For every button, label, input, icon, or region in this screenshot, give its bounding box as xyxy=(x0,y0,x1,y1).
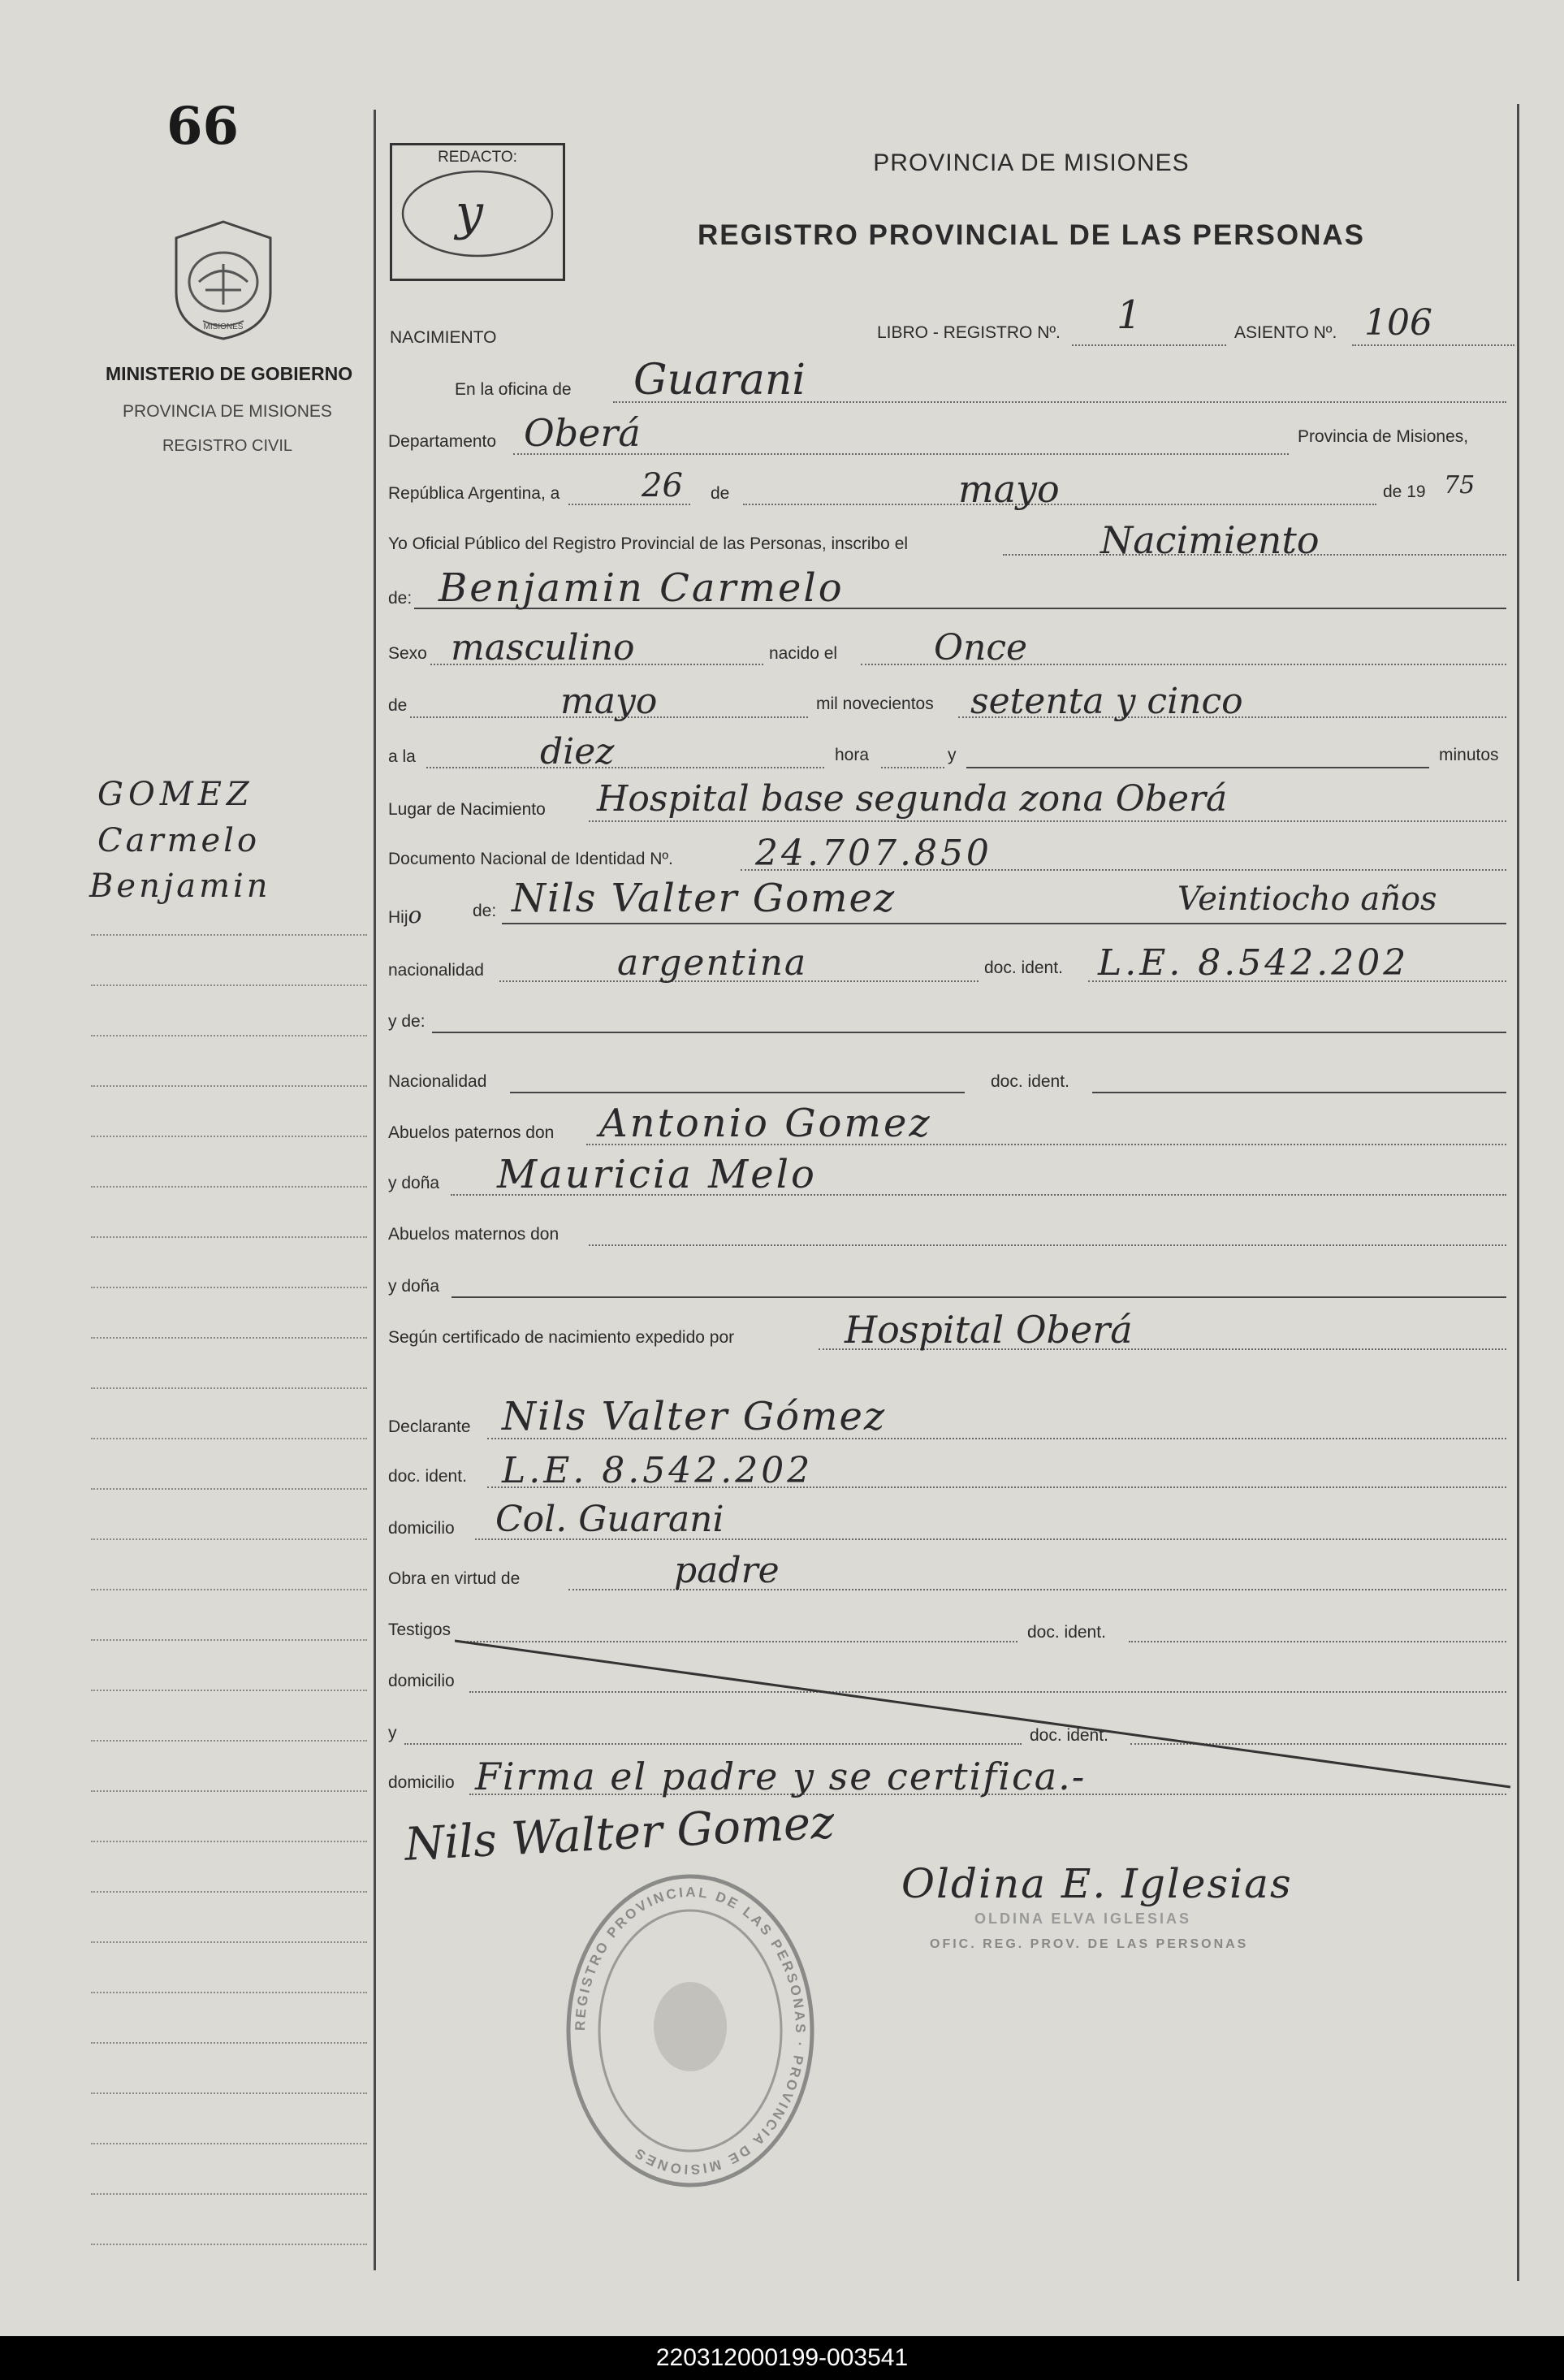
mil-value: setenta y cinco xyxy=(970,681,1243,722)
test-doc2-label: doc. ident. xyxy=(1030,1726,1108,1745)
certificado-label: Según certificado de nacimiento expedido por xyxy=(388,1328,735,1347)
seal-text: MISIONES xyxy=(203,322,244,331)
asiento-line xyxy=(1352,344,1514,346)
father-value: Nils Valter Gomez xyxy=(512,876,896,921)
registry-round-stamp xyxy=(560,1860,820,2201)
ala-label: a la xyxy=(388,747,416,766)
test-dom-label: domicilio xyxy=(388,1672,455,1690)
declarante-value: Nils Valter Gómez xyxy=(502,1394,887,1439)
name-value: Benjamin Carmelo xyxy=(439,565,845,611)
abuelo-mat-line xyxy=(589,1244,1506,1246)
margin-ruled-line xyxy=(91,1740,367,1742)
margin-ruled-line xyxy=(91,1186,367,1188)
margin-ruled-line xyxy=(91,2143,367,2144)
margin-ruled-line xyxy=(91,934,367,936)
domicilio-value: Col. Guarani xyxy=(495,1499,724,1540)
name-label: de: xyxy=(388,589,413,608)
obra-label: Obra en virtud de xyxy=(388,1569,521,1588)
mother-nacionalidad-line xyxy=(510,1092,965,1093)
hijo-label-text: Hij xyxy=(388,908,408,927)
domicilio3-label: domicilio xyxy=(388,1773,455,1792)
margin-ruled-line xyxy=(91,1438,367,1439)
year-value: 75 xyxy=(1444,471,1475,500)
y-label: y xyxy=(948,746,957,764)
nacido-label: nacido el xyxy=(769,644,838,663)
father-signature: Nils Walter Gomez xyxy=(403,1796,836,1872)
margin-ruled-line xyxy=(91,984,367,986)
margin-ruled-line xyxy=(91,1488,367,1490)
abuelos-pat-label: Abuelos paternos don xyxy=(388,1123,555,1142)
libro-label: LIBRO - REGISTRO Nº. xyxy=(877,323,1061,342)
margin-ruled-line xyxy=(91,2244,367,2245)
left-office: REGISTRO CIVIL xyxy=(162,437,293,455)
margin-ruled-line xyxy=(91,1287,367,1288)
closing-value: Firma el padre y se certifica.- xyxy=(475,1755,1087,1798)
y-de-label: y de: xyxy=(388,1012,426,1031)
y-dona2-label: y doña xyxy=(388,1277,440,1296)
lugar-label: Lugar de Nacimiento xyxy=(388,800,546,819)
testigos-label: Testigos xyxy=(388,1621,451,1639)
margin-ruled-line xyxy=(91,1387,367,1389)
abuela-pat-value: Mauricia Melo xyxy=(497,1152,817,1197)
father-age-value: Veintiocho años xyxy=(1177,881,1437,918)
father-line xyxy=(502,923,1506,924)
republica-label: República Argentina, a xyxy=(388,484,560,503)
doc-ident2-label: doc. ident. xyxy=(991,1072,1069,1091)
hijo-suffix: o xyxy=(408,902,422,928)
right-border-line xyxy=(1517,104,1519,2281)
margin-surname: GOMEZ xyxy=(97,776,254,813)
nacido-value: Once xyxy=(934,627,1028,669)
dni-value: 24.707.850 xyxy=(755,833,992,874)
doc-ident-label: doc. ident. xyxy=(984,958,1063,977)
mil-label: mil novecientos xyxy=(816,695,934,713)
margin-ruled-line xyxy=(91,1236,367,1238)
nacionalidad-value: argentina xyxy=(617,942,808,984)
redacto-label: REDACTO: xyxy=(438,149,517,166)
header-title: REGISTRO PROVINCIAL DE LAS PERSONAS xyxy=(698,219,1365,251)
lugar-value: Hospital base segunda zona Oberá xyxy=(597,778,1228,820)
birth-month-value: mayo xyxy=(560,681,658,722)
de2-label: de xyxy=(388,696,408,715)
nacionalidad-label: nacionalidad xyxy=(388,961,484,980)
margin-ruled-line xyxy=(91,1337,367,1339)
left-province: PROVINCIA DE MISIONES xyxy=(123,402,332,421)
image-id-footer: 220312000199-003541 xyxy=(0,2336,1564,2380)
record-type: NACIMIENTO xyxy=(390,328,497,347)
header-province: PROVINCIA DE MISIONES xyxy=(873,149,1190,176)
oficina-value: Guarani xyxy=(633,356,806,405)
mother-line xyxy=(432,1032,1506,1033)
mother-doc-line xyxy=(1092,1092,1506,1093)
coat-of-arms-icon xyxy=(166,215,280,345)
month-line xyxy=(743,504,1376,505)
libro-line xyxy=(1072,344,1226,346)
margin-ruled-line xyxy=(91,1891,367,1893)
declarante-label: Declarante xyxy=(388,1417,471,1436)
father-doc-value: L.E. 8.542.202 xyxy=(1098,942,1410,984)
hora-value: diez xyxy=(540,731,615,772)
page-number: 66 xyxy=(166,96,240,157)
year-label: de 19 xyxy=(1383,482,1426,501)
margin-ruled-line xyxy=(91,1085,367,1087)
hijo-label xyxy=(388,902,421,928)
ministry-title: MINISTERIO DE GOBIERNO xyxy=(106,363,353,384)
lugar-line xyxy=(589,820,1506,822)
departamento-label: Departamento xyxy=(388,432,497,451)
margin-ruled-line xyxy=(91,2193,367,2195)
abuelos-mat-label: Abuelos maternos don xyxy=(388,1225,559,1244)
margin-ruled-line xyxy=(91,1992,367,1993)
abuelo-pat-value: Antonio Gomez xyxy=(599,1101,932,1146)
hora-line xyxy=(426,767,824,768)
left-border-line xyxy=(374,110,376,2270)
margin-ruled-line xyxy=(91,1589,367,1590)
test-doc-label: doc. ident. xyxy=(1027,1623,1106,1642)
margin-name-1: Carmelo xyxy=(97,822,261,859)
departamento-value: Oberá xyxy=(524,411,641,455)
asiento-value: 106 xyxy=(1364,302,1432,344)
libro-value: 1 xyxy=(1117,292,1142,338)
sexo-label: Sexo xyxy=(388,644,427,663)
certificado-value: Hospital Oberá xyxy=(845,1308,1133,1352)
provincia-label: Provincia de Misiones, xyxy=(1298,427,1469,446)
minutos-label: minutos xyxy=(1439,746,1499,764)
domicilio-label: domicilio xyxy=(388,1519,455,1538)
official-stamp-name: OLDINA ELVA IGLESIAS xyxy=(974,1910,1192,1927)
margin-ruled-line xyxy=(91,1639,367,1641)
margin-ruled-line xyxy=(91,1035,367,1036)
oficial-label: Yo Oficial Público del Registro Provincial de las Personas, inscribo el xyxy=(388,534,909,553)
minutos-line xyxy=(966,767,1429,768)
official-signature: Oldina E. Iglesias xyxy=(901,1860,1293,1907)
nacionalidad2-label: Nacionalidad xyxy=(388,1072,487,1091)
hora-gap-line xyxy=(881,767,944,768)
official-stamp-title: OFIC. REG. PROV. DE LAS PERSONAS xyxy=(930,1937,1249,1951)
margin-ruled-line xyxy=(91,1841,367,1842)
y-dona-label: y doña xyxy=(388,1174,440,1192)
margin-ruled-line xyxy=(91,2042,367,2044)
round-stamp-text: REGISTRO PROVINCIAL DE LAS PERSONAS · PROVINCIA DE MISIONES xyxy=(572,1884,809,2178)
decl-doc-label: doc. ident. xyxy=(388,1467,467,1486)
redacto-box xyxy=(390,143,565,281)
margin-ruled-line xyxy=(91,1690,367,1691)
hijo-de-label: de: xyxy=(473,902,497,920)
margin-name-2: Benjamin xyxy=(89,868,271,905)
month-value: mayo xyxy=(958,467,1060,511)
asiento-label: ASIENTO Nº. xyxy=(1234,323,1337,342)
y2-label: y xyxy=(388,1724,397,1742)
hora-label: hora xyxy=(835,746,870,764)
obra-value: padre xyxy=(674,1550,780,1591)
sexo-value: masculino xyxy=(451,627,635,669)
de-label: de xyxy=(711,484,730,503)
redacto-mark: y xyxy=(456,184,483,241)
decl-doc-value: L.E. 8.542.202 xyxy=(502,1450,814,1491)
margin-ruled-line xyxy=(91,1941,367,1943)
day-value: 26 xyxy=(642,467,683,504)
oficial-value: Nacimiento xyxy=(1100,518,1320,562)
abuela-mat-line xyxy=(451,1296,1506,1298)
margin-ruled-line xyxy=(91,1136,367,1137)
margin-ruled-line xyxy=(91,2092,367,2094)
oficina-label: En la oficina de xyxy=(455,380,572,399)
margin-ruled-line xyxy=(91,1538,367,1540)
dni-label: Documento Nacional de Identidad Nº. xyxy=(388,850,673,868)
margin-ruled-line xyxy=(91,1790,367,1792)
